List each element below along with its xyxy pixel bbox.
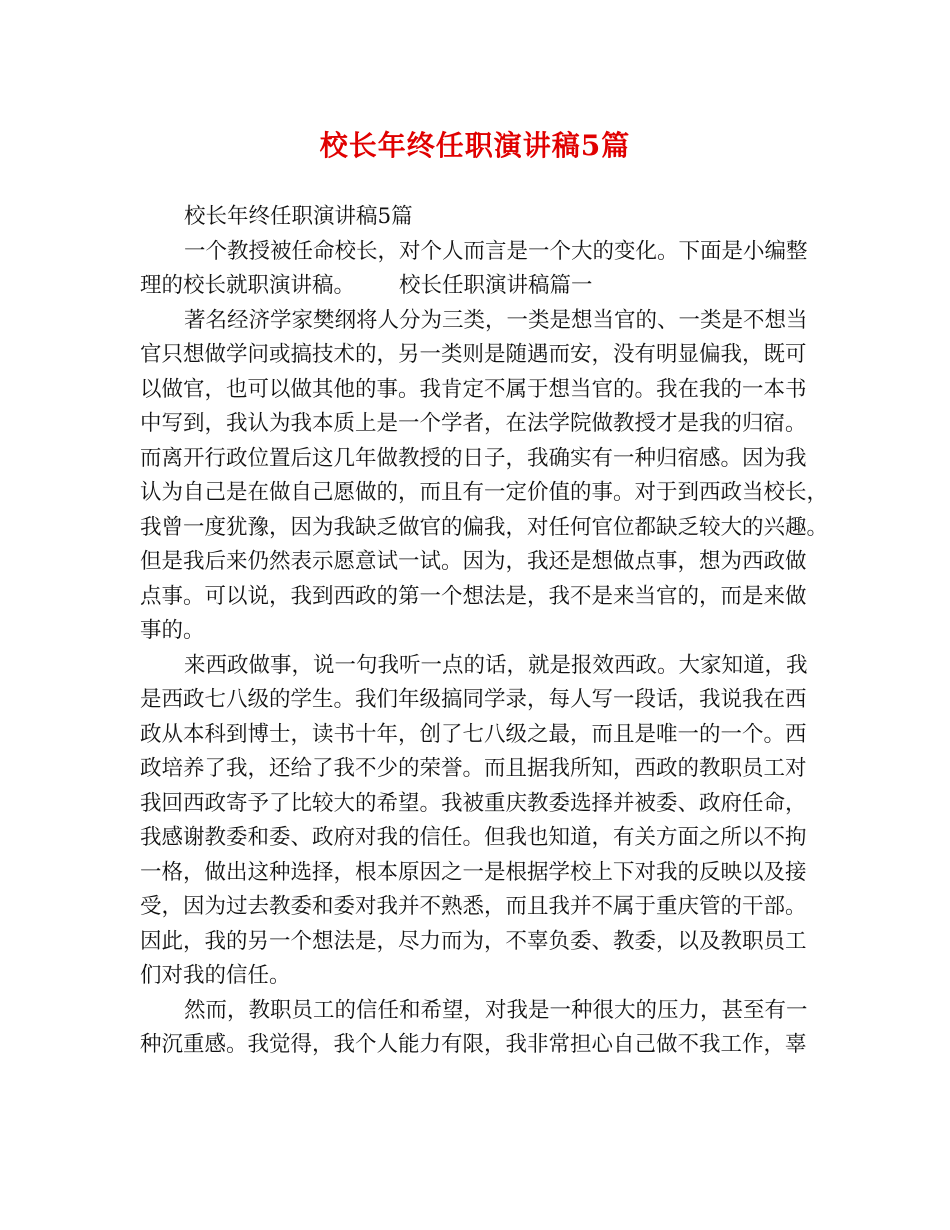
section-heading: 校长任职演讲稿篇一 bbox=[399, 273, 593, 298]
intro-line bbox=[140, 269, 818, 304]
paragraph-line: 我回西政寄予了比较大的希望。我被重庆教委选择并被委、政府任命， bbox=[140, 790, 807, 816]
intro-line: 一个教授被任命校长，对个人而言是一个大的变化。下面是小编整 bbox=[184, 238, 808, 264]
paragraph-line: 然而，教职员工的信任和希望，对我是一种很大的压力，甚至有一 bbox=[184, 997, 808, 1023]
paragraph-line: 是西政七八级的学生。我们年级搞同学录，每人写一段话，我说我在西 bbox=[140, 687, 807, 712]
paragraph-line: 但是我后来仍然表示愿意试一试。因为，我还是想做点事，想为西政做 bbox=[140, 549, 807, 574]
paragraph-line: 政从本科到博士，读书十年，创了七八级之最，而且是唯一的一个。西 bbox=[140, 721, 807, 747]
paragraph-line: 而离开行政位置后这几年做教授的日子，我确实有一种归宿感。因为我 bbox=[140, 445, 807, 471]
paragraph-line: 因此，我的另一个想法是，尽力而为，不辜负委、教委，以及教职员工 bbox=[140, 928, 807, 954]
paragraph-line: 受，因为过去教委和委对我并不熟悉，而且我并不属于重庆管的干部。 bbox=[140, 894, 807, 919]
paragraph-line: 点事。可以说，我到西政的第一个想法是，我不是来当官的，而是来做 bbox=[140, 583, 807, 609]
paragraph-line: 来西政做事，说一句我听一点的话，就是报效西政。大家知道，我 bbox=[184, 652, 808, 678]
paragraph-line: 以做官，也可以做其他的事。我肯定不属于想当官的。我在我的一本书 bbox=[140, 376, 807, 402]
document-title: 校长年终任职演讲稿5篇 bbox=[319, 129, 631, 162]
paragraph-line: 一格，做出这种选择，根本原因之一是根据学校上下对我的反映以及接 bbox=[140, 859, 807, 885]
paragraph-line: 著名经济学家樊纲将人分为三类，一类是想当官的、一类是不想当 bbox=[184, 307, 808, 333]
document-body bbox=[140, 200, 829, 1063]
subtitle-line: 校长年终任职演讲稿5篇 bbox=[184, 204, 413, 229]
paragraph-line: 认为自己是在做自己愿做的，而且有一定价值的事。对于到西政当校长， bbox=[140, 480, 829, 505]
paragraph-line: 政培养了我，还给了我不少的荣誉。而且据我所知，西政的教职员工对 bbox=[140, 756, 807, 781]
paragraph-line: 事的。 bbox=[140, 618, 205, 643]
paragraph-line: 我感谢教委和委、政府对我的信任。但我也知道，有关方面之所以不拘 bbox=[140, 825, 807, 850]
paragraph-line: 种沉重感。我觉得，我个人能力有限，我非常担心自己做不我工作，辜 bbox=[140, 1032, 807, 1057]
intro-text: 理的校长就职演讲稿。 bbox=[140, 273, 356, 298]
paragraph-line: 们对我的信任。 bbox=[140, 963, 291, 988]
paragraph-line: 中写到，我认为我本质上是一个学者，在法学院做教授才是我的归宿。 bbox=[140, 411, 807, 436]
paragraph-line: 官只想做学问或搞技术的，另一类则是随遇而安，没有明显偏我，既可 bbox=[140, 342, 807, 367]
paragraph-line: 我曾一度犹豫，因为我缺乏做官的偏我，对任何官位都缺乏较大的兴趣。 bbox=[140, 514, 829, 540]
